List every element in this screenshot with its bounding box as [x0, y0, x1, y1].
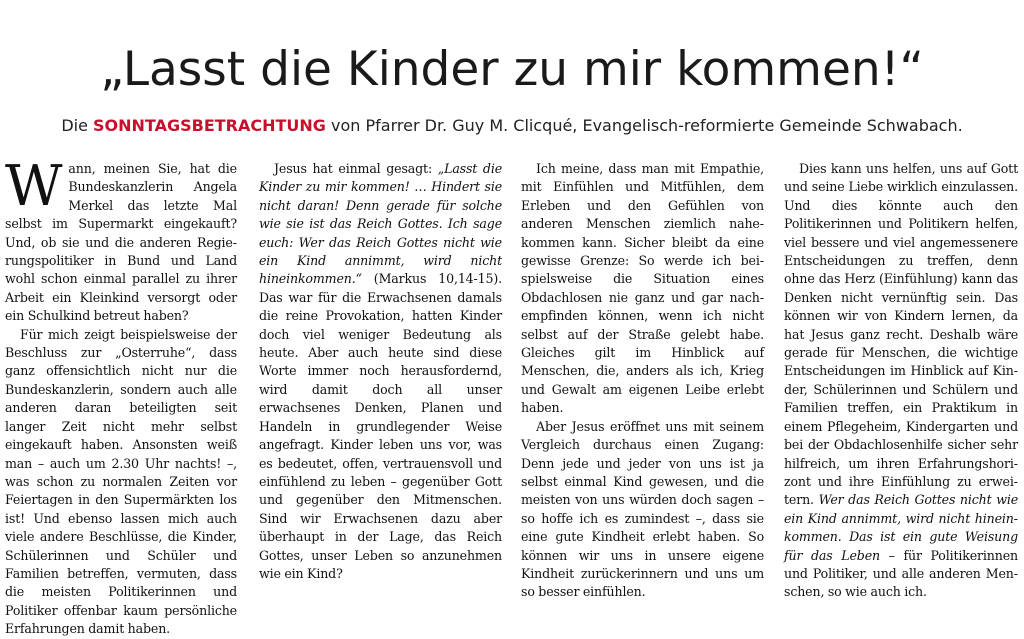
column-2 — [259, 160, 502, 592]
paragraph-text: (Markus 10,14-15). Das war für die Erwachsenen damals die reine Provokation, hatten Kinder doch viel weniger Bedeutung als heute. Aber auch heute sind diese Worte immer noch herausfordernd, wird damit doch all unser erwachsenes Denken, Planen und Handeln in grundlegender Weise angefragt. Kinder leben uns vor, was es bedeutet, offen, vertrauensvoll und einfühlend zu leben – gegenüber Gott und gegenüber den Mitmenschen. Sind wir Erwachsenen dazu aber überhaupt in der Lage, das Reich Gottes, unser Leben so anzunehmen wie ein Kind? — [259, 271, 502, 581]
paragraph-text: Jesus hat einmal gesagt: — [274, 161, 438, 176]
bible-quote: Wer das Reich Gottes nicht wie ein Kind annimmt, wird nicht hineinkommen. Das ist ein gute Weisung für das Leben — [784, 492, 1019, 563]
headline: „Lasst die Kinder zu mir kommen!“ — [100, 42, 924, 97]
paragraph — [784, 160, 1018, 602]
column-label: SONNTAGSBETRACHTUNG — [93, 116, 326, 135]
column-4 — [784, 160, 1019, 600]
subline-prefix: Die — [61, 116, 94, 135]
paragraph: Ich meine, dass man mit Empathie, mit Einfühlen und Mitfühlen, dem Erleben und den Gefühlen von anderen Menschen ziemlich nahekommen kann. Sicher bleibt da eine gewisse Grenze: So werde ich beispielsweise die Situation eines Obdachlosen nie ganz und gar nachempfinden können, wenn ich nicht selbst auf der Straße gelebt habe. Gleiches gilt im Hinblick auf Menschen, die, anders als ich, Krieg und Gewalt am eigenen Leibe erlebt haben. — [521, 161, 764, 416]
paragraph: Aber Jesus eröffnet uns mit seinem Vergleich durchaus einen Zugang: Denn jede und jeder von uns ist ja selbst einmal Kind gewesen, und die meisten von uns würden doch sagen – so hoffe ich es zumindest –, dass sie eine gute Kindheit erlebt haben. So können wir uns in unsere eigene Kindheit zurückerinnern und uns um so besser einfühlen. — [521, 418, 764, 600]
paragraph-text: ann, meinen Sie, hat die Bundeskanzlerin Angela Merkel das letzte Mal selbst im Supermarkt eingekauft? Und, ob sie und die anderen Regierungspolitiker in Bund und Land wohl schon einmal parallel zu ihrer Arbeit ein Kleinkind versorgt oder ein Schulkind betreut haben? — [5, 161, 237, 324]
subline-author: von Pfarrer Dr. Guy M. Clicqué, Evangelisch-reformierte Gemeinde Schwabach. — [325, 116, 963, 135]
drop-cap: W — [5, 154, 63, 219]
paragraph-text: Dies kann uns helfen, uns auf Gott und seine Liebe wirklich einzulassen. Und dies könnte auch den Politikerinnen und Politikern helfen, viel bessere und viel angemessenere Entscheidungen zu treffen, denn ohne das Herz (Einfühlung) kann das Denken nicht vernünftig sein. Das können wir von Kindern lernen, da hat Jesus ganz recht. Deshalb wäre gerade für Menschen, die wichtige Entscheidungen im Hinblick auf Kinder, Schülerinnen und Schülern und Familien treffen, ein Praktikum in einem Pflegeheim, Kindergarten und bei der Obdachlosenhilfe sicher sehr hilfreich, um ihren Erfahrungshorizont und ihre Einfühlung zu erweitern. — [784, 161, 1018, 508]
column-1 — [5, 154, 237, 637]
paragraph — [259, 160, 502, 583]
paragraph: Für mich zeigt beispielsweise der Beschluss zur „Osterruhe“, dass ganz offensichtlich nicht nur die Bundeskanzlerin, sondern auch alle anderen daran beteiligten seit langer Zeit nicht mehr selbst eingekauft haben. Ansonsten weiß man – auch um 2.30 Uhr nachts! –, was schon zu normalen Zeiten vor Feiertagen in den Supermärkten los ist! Und ebenso lassen mich auch viele andere Beschlüsse, die Kinder, Schülerinnen und Schüler und Familien betreffen, vermuten, dass die meisten Politikerinnen und Politiker offenbar kaum persönliche Erfahrungen damit haben. — [5, 326, 237, 637]
subline — [0, 117, 1024, 135]
paragraph-text: – für Politikerinnen und Politiker, und alle anderen Menschen, so wie auch ich. — [784, 547, 1018, 600]
paragraph — [5, 154, 237, 326]
bible-quote: „Lasst die Kinder zu mir kommen! … Hindert sie nicht daran! Denn gerade für solche wie sie ist das Reich Gottes. Ich sage euch: Wer das Reich Gottes nicht wie ein Kind annimmt, wird nicht hineinkommen.“ — [259, 161, 502, 287]
column-3 — [521, 160, 764, 600]
